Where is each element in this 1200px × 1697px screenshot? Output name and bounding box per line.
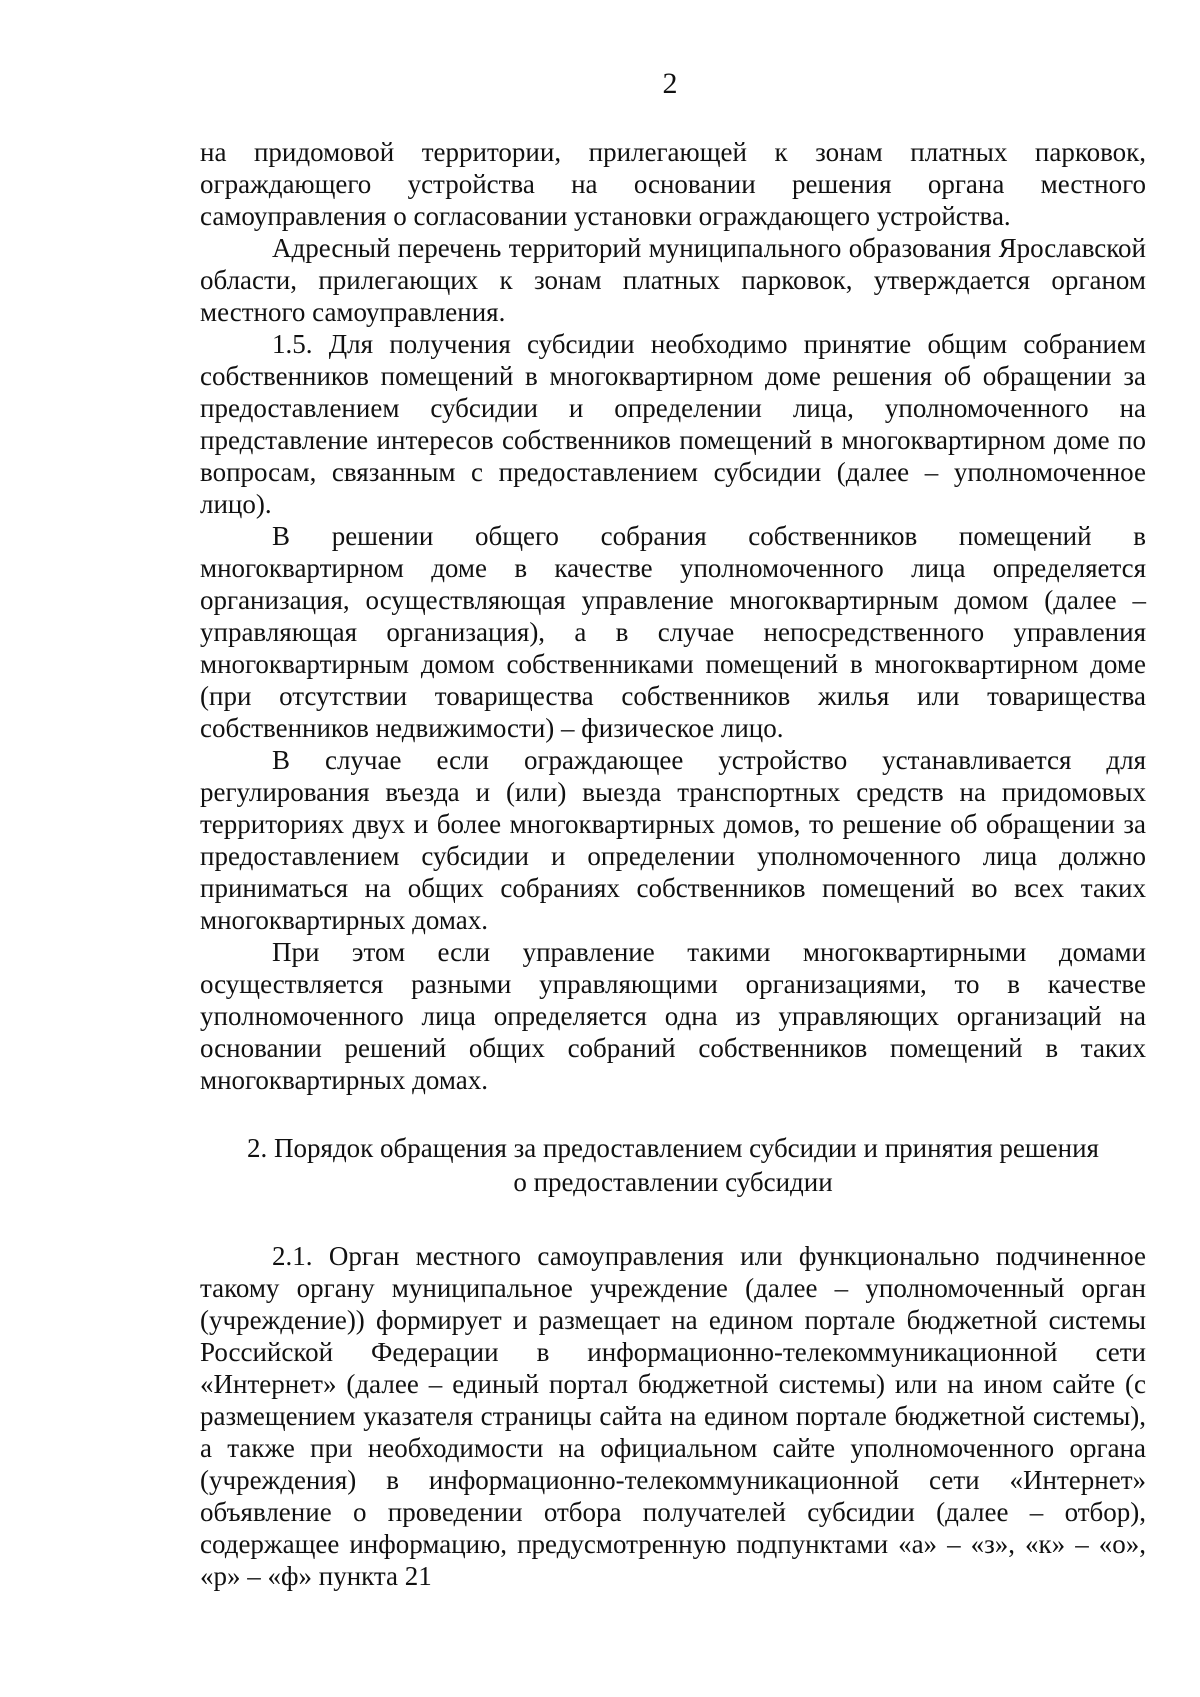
body-text-top bbox=[200, 136, 1146, 1096]
section-heading-line-2: о предоставлении субсидии bbox=[513, 1167, 833, 1197]
page-number: 2 bbox=[662, 67, 678, 100]
paragraph: При этом если управление такими многоквартирными домами осуществляется разными управляющими организациями, то в качестве уполномоченного лица определяется одна из управляющих организаций на основании решений общих собраний собственников помещений в таких многоквартирных домах. bbox=[200, 937, 1146, 1095]
paragraph-clause-2-1: 2.1. Орган местного самоуправления или функционально подчиненное такому органу муниципальное учреждение (далее – уполномоченный орган (учреждение)) формирует и размещает на едином портале бюджетной системы Российской Федерации в информационно-телекоммуникационной сети «Интернет» (далее – единый портал бюджетной системы) или на ином сайте (с размещением указателя страницы сайта на едином портале бюджетной системы), а также при необходимости на официальном сайте уполномоченного органа (учреждения) в информационно-телекоммуникационной сети «Интернет» объявление о проведении отбора получателей субсидии (далее – отбор), содержащее информацию, предусмотренную подпунктами «а» – «з», «к» – «о», «р» – «ф» пункта 21 bbox=[200, 1241, 1146, 1591]
section-heading-line-1: 2. Порядок обращения за предоставлением субсидии и принятия решения bbox=[247, 1133, 1099, 1163]
paragraph: Адресный перечень территорий муниципального образования Ярославской области, прилегающих к зонам платных парковок, утверждается органом местного самоуправления. bbox=[200, 233, 1146, 327]
section-heading bbox=[200, 1131, 1146, 1199]
paragraph: В решении общего собрания собственников помещений в многоквартирном доме в качестве уполномоченного лица определяется организация, осуществляющая управление многоквартирным домом (далее – управляющая организация), а в случае непосредственного управления многоквартирным домом собственниками помещений в многоквартирном доме (при отсутствии товарищества собственников жилья или товарищества собственников недвижимости) – физическое лицо. bbox=[200, 521, 1146, 743]
paragraph: на придомовой территории, прилегающей к зонам платных парковок, ограждающего устройства на основании решения органа местного самоуправления о согласовании установки ограждающего устройства. bbox=[200, 137, 1146, 231]
paragraph: В случае если ограждающее устройство устанавливается для регулирования въезда и (или) выезда транспортных средств на придомовых территориях двух и более многоквартирных домов, то решение об обращении за предоставлением субсидии и определении уполномоченного лица должно приниматься на общих собраниях собственников помещений во всех таких многоквартирных домах. bbox=[200, 745, 1146, 935]
paragraph-clause-1-5: 1.5. Для получения субсидии необходимо принятие общим собранием собственников помещений в многоквартирном доме решения об обращении за предоставлением субсидии и определении лица, уполномоченного на представление интересов собственников помещений в многоквартирном доме по вопросам, связанным с предоставлением субсидии (далее – уполномоченное лицо). bbox=[200, 329, 1146, 519]
body-text-bottom bbox=[200, 1240, 1146, 1592]
